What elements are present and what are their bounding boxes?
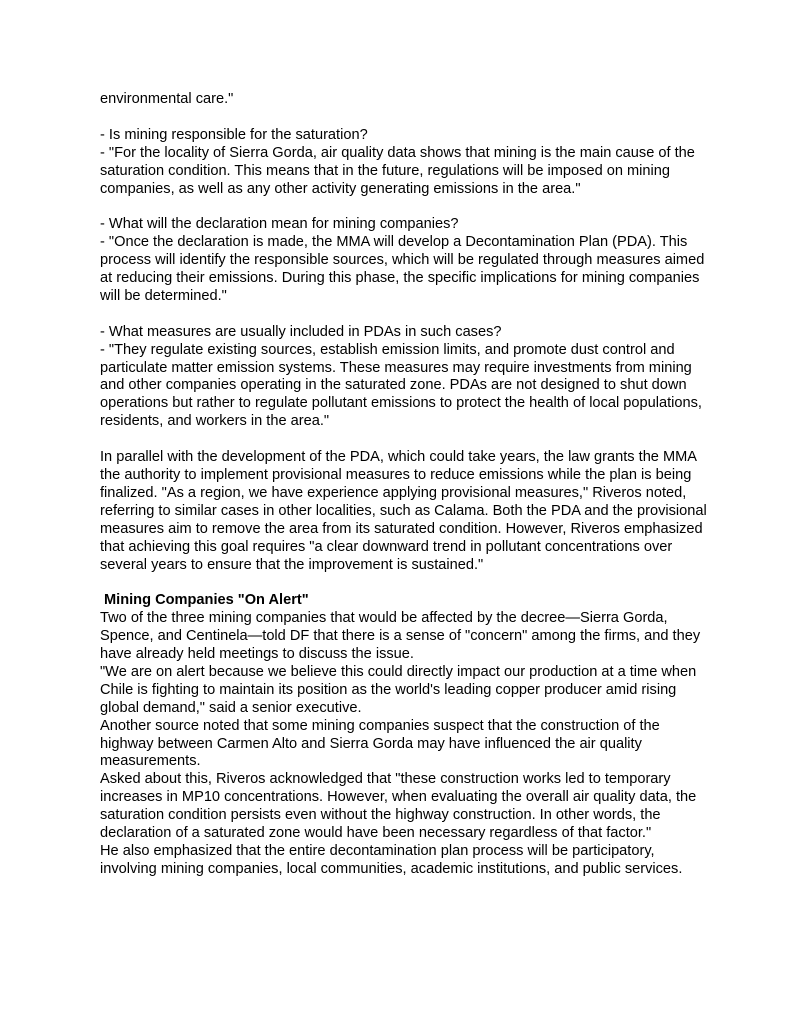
section-paragraph: Two of the three mining companies that would be affected by the decree—Sierra Gorda, Spence, and Centinela—told DF that there is a sense of "concern" among the firms, and they have already held meetings to discuss the issue. [100, 610, 701, 663]
qa-question: - What will the declaration mean for mining companies? [100, 216, 459, 233]
qa-question: - What measures are usually included in PDAs in such cases? [100, 323, 502, 340]
qa-answer: - "They regulate existing sources, establish emission limits, and promote dust control and particulate matter emission systems. These measures may require investments from mining and other companies operating in the saturated zone. PDAs are not designed to shut down operations but rather to regulate pollutant emissions to protect the health of local populations, residents, and workers in the area." [100, 341, 702, 430]
qa-answer: - "For the locality of Sierra Gorda, air quality data shows that mining is the main cause of the saturation condition. This means that in the future, regulations will be imposed on mining companies, as well as any other activity generating emissions in the area." [100, 144, 695, 197]
qa-question: - Is mining responsible for the saturation? [100, 126, 368, 143]
qa-item [100, 324, 710, 431]
section-paragraph: Another source noted that some mining companies suspect that the construction of the highway between Carmen Alto and Sierra Gorda may have influenced the air quality measurements. [100, 717, 660, 770]
section-paragraph: "We are on alert because we believe this could directly impact our production at a time when Chile is fighting to maintain its position as the world's leading copper producer amid rising global demand," said a senior executive. [100, 663, 697, 716]
parallel-paragraph: In parallel with the development of the PDA, which could take years, the law grants the MMA the authority to implement provisional measures to reduce emissions while the plan is being finalized. "As a region, we have experience applying provisional measures," Riveros noted, referring to similar cases in other localities, such as Calama. Both the PDA and the provisional measures aim to remove the area from its saturated condition. However, Riveros emphasized that achieving this goal requires "a clear downward trend in pollutant concentrations over several years to ensure that the improvement is sustained." [100, 449, 707, 573]
qa-item [100, 127, 710, 199]
section-heading: Mining Companies "On Alert" [104, 592, 309, 609]
intro-tail: environmental care." [100, 91, 234, 107]
qa-answer: - "Once the declaration is made, the MMA will develop a Decontamination Plan (PDA). This process will identify the responsible sources, which will be regulated through measures aimed at reducing their emissions. During this phase, the specific implications for mining companies will be determined." [100, 234, 705, 304]
document-page [100, 91, 710, 879]
alert-section [100, 592, 710, 879]
section-paragraph: He also emphasized that the entire decontamination plan process will be participatory, involving mining companies, local communities, academic institutions, and public services. [100, 842, 683, 877]
section-paragraph: Asked about this, Riveros acknowledged that "these construction works led to temporary increases in MP10 concentrations. However, when evaluating the overall air quality data, the saturation condition persists even without the highway construction. In other words, the declaration of a saturated zone would have been necessary regardless of that factor." [100, 771, 697, 842]
qa-item [100, 216, 710, 306]
